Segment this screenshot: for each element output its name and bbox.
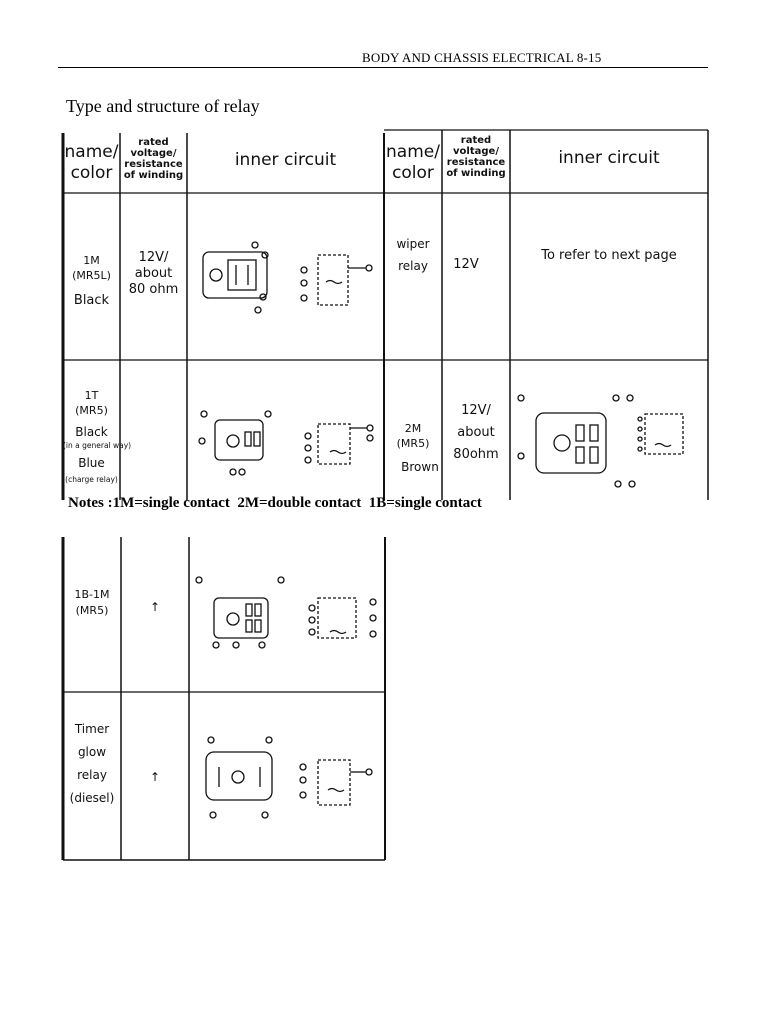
row-1m-color: Black [73, 293, 110, 308]
row-1b1m-rated: ↑ [149, 600, 161, 614]
row-1t-color2-note: (charge relay) [65, 475, 118, 484]
relay-2m-diagram [518, 395, 635, 487]
row-1t-color2: Blue [78, 456, 105, 470]
relay-1m-diagram [203, 242, 268, 313]
relay-notes: Notes :1M=single contact 2M=double contact 1B=single contact [68, 495, 482, 511]
row-1b1m-name: 1B-1M (MR5) [74, 588, 110, 617]
relay-1b1m-circuit [309, 598, 376, 638]
relay-2m-circuit [638, 414, 683, 454]
row-1t-color: Black [75, 425, 108, 439]
header-name-color-right: name/ color [386, 142, 440, 183]
header-circuit-right: inner circuit [558, 148, 660, 168]
row-2m-name: 2M (MR5) [396, 422, 430, 450]
relay-1b1m-diagram [196, 577, 284, 648]
header-name-color-left: name/ color [64, 142, 119, 183]
section-title: Type and structure of relay [66, 96, 260, 116]
header-circuit-left: inner circuit [234, 150, 337, 170]
relay-1t-diagram [199, 411, 271, 475]
relay-timer-diagram [206, 737, 272, 818]
relay-1m-circuit [301, 255, 372, 305]
row-timer-rated: ↑ [149, 770, 161, 784]
running-header: BODY AND CHASSIS ELECTRICAL 8-15 [362, 50, 602, 65]
row-timer-name: Timer glow relay (diesel) [69, 722, 115, 805]
relay-timer-circuit [300, 760, 372, 805]
row-1t-color-note: (in a general way) [63, 441, 132, 450]
row-2m-rated: 12V/ about 80ohm [453, 403, 499, 462]
relay-1t-circuit [305, 424, 373, 464]
row-2m-color: Brown [401, 460, 439, 474]
header-rated-right: rated voltage/ resistance of winding [446, 135, 506, 179]
row-1m-rated: 12V/ about 80 ohm [128, 250, 179, 297]
row-1t-name: 1T (MR5) [75, 389, 108, 417]
row-wiper-name: wiper relay [396, 237, 430, 273]
header-rated-left: rated voltage/ resistance of winding [123, 137, 184, 181]
row-wiper-rated: 12V [453, 257, 479, 272]
row-wiper-circuit-ref: To refer to next page [541, 248, 677, 263]
row-1m-name: 1M (MR5L) [72, 254, 111, 282]
